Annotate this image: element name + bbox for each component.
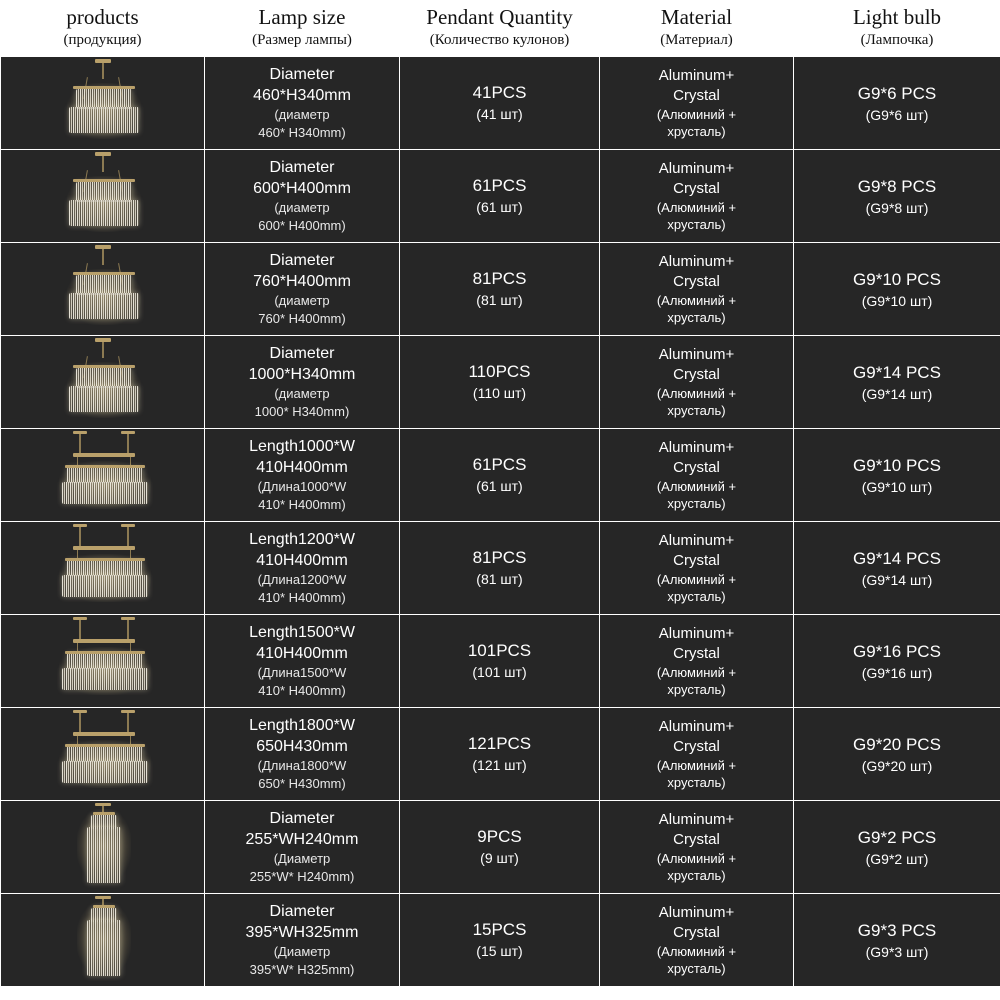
cell-material <box>600 615 794 708</box>
brass-ring <box>65 651 145 654</box>
material-line-ru: хрусталь) <box>667 682 726 697</box>
cell-material <box>600 429 794 522</box>
cell-product-image <box>1 243 205 336</box>
material-line: Aluminum+ <box>658 160 735 177</box>
header-sub-light-bulb: (Лампочка) <box>860 32 934 48</box>
cell-pendant-quantity <box>400 522 600 615</box>
product-image <box>1 801 204 893</box>
light-bulb-value: G9*3 PCS <box>857 920 937 940</box>
cell-lamp-size <box>205 150 400 243</box>
header-sub-material: (Материал) <box>660 32 733 48</box>
pendant-quantity-value-ru: (110 шт) <box>472 385 527 401</box>
crystal-tier-lower <box>69 293 139 319</box>
brass-ring <box>93 905 115 908</box>
ceiling-canopy-left <box>73 617 87 620</box>
crystal-tier-upper <box>76 89 132 109</box>
lamp-size-line: 650H430mm <box>256 738 348 755</box>
lamp-size-line: 395*WH325mm <box>245 924 359 941</box>
cell-pendant-quantity <box>400 894 600 987</box>
ceiling-canopy <box>95 59 111 63</box>
light-bulb-value-ru: (G9*16 шт) <box>861 664 933 681</box>
material-line: Aluminum+ <box>658 346 735 363</box>
suspension-cord-left <box>79 712 81 732</box>
lamp-size-line-ru: 255*W* H240mm) <box>249 869 355 884</box>
header-main-pendant-quantity: Pendant Quantity <box>426 5 573 29</box>
pendant-quantity-value-ru: (61 шт) <box>476 199 523 215</box>
lamp-size-line-ru: 600* H400mm) <box>258 218 346 233</box>
cell-light-bulb <box>794 243 1000 336</box>
table-row <box>1 615 1000 708</box>
table-row <box>1 336 1000 429</box>
material-line: Aluminum+ <box>658 811 735 828</box>
cell-light-bulb <box>794 615 1000 708</box>
material-line-ru: (Алюминий + <box>656 293 737 308</box>
light-bulb-value-ru: (G9*8 шт) <box>865 199 929 216</box>
lamp-size-line: 460*H340mm <box>253 87 351 104</box>
cell-lamp-size <box>205 522 400 615</box>
header-cell-pendant-quantity <box>400 0 600 57</box>
brass-ring <box>73 365 135 368</box>
header-main-lamp-size: Lamp size <box>258 5 346 29</box>
brass-frame-bar <box>73 453 135 457</box>
pendant-quantity-value-ru: (121 шт) <box>472 757 527 773</box>
round-crystal-chandelier-icon <box>43 245 163 333</box>
lamp-size-line: Length1000*W <box>249 438 355 455</box>
material-line-ru: (Алюминий + <box>656 665 737 680</box>
crystal-tier-lower <box>69 107 139 133</box>
material-line: Crystal <box>673 87 720 104</box>
crystal-tier-upper <box>76 368 132 388</box>
pendant-quantity-value: 61PCS <box>472 176 527 195</box>
lamp-size-line: Length1800*W <box>249 717 355 734</box>
pendant-quantity-value-ru: (9 шт) <box>480 850 519 866</box>
cell-lamp-size <box>205 615 400 708</box>
pendant-quantity-value: 41PCS <box>472 83 527 102</box>
table-row <box>1 243 1000 336</box>
material-line: Crystal <box>673 180 720 197</box>
suspension-cord-right <box>127 619 129 639</box>
cell-material <box>600 243 794 336</box>
table-row <box>1 429 1000 522</box>
brass-ring <box>65 744 145 747</box>
product-image <box>1 894 204 986</box>
material-line-ru: (Алюминий + <box>656 944 737 959</box>
cell-pendant-quantity <box>400 57 600 150</box>
material-line: Crystal <box>673 366 720 383</box>
light-bulb-value: G9*14 PCS <box>853 362 941 382</box>
material-line: Aluminum+ <box>658 718 735 735</box>
pendant-quantity-value: 15PCS <box>472 920 527 939</box>
light-bulb-value-ru: (G9*2 шт) <box>865 850 929 867</box>
material-line-ru: (Алюминий + <box>656 386 737 401</box>
header-main-products: products <box>66 5 139 29</box>
cell-material <box>600 708 794 801</box>
light-bulb-value: G9*16 PCS <box>853 641 941 661</box>
lamp-size-line-ru: 410* H400mm) <box>258 497 346 512</box>
header-sub-products: (продукция) <box>63 32 142 48</box>
ceiling-canopy <box>95 245 111 249</box>
cell-product-image <box>1 336 205 429</box>
cell-light-bulb <box>794 522 1000 615</box>
cell-lamp-size <box>205 57 400 150</box>
table-header <box>1 0 1000 57</box>
light-bulb-value-ru: (G9*20 шт) <box>861 757 933 774</box>
tall-cascade-chandelier-icon <box>43 803 163 891</box>
suspension-cord-left <box>79 433 81 453</box>
lamp-size-line-ru: 1000* H340mm) <box>254 404 350 419</box>
lamp-size-line: Length1200*W <box>249 531 355 548</box>
table-body <box>1 57 1000 987</box>
ceiling-canopy-left <box>73 431 87 434</box>
linear-crystal-chandelier-icon <box>43 710 163 798</box>
suspension-cord <box>102 61 104 79</box>
table-row <box>1 150 1000 243</box>
light-bulb-value-ru: (G9*10 шт) <box>861 478 933 495</box>
brass-ring <box>73 86 135 89</box>
lamp-size-line-ru: (Длина1000*W <box>257 479 347 494</box>
round-crystal-chandelier-icon <box>43 59 163 147</box>
table-row <box>1 57 1000 150</box>
lamp-size-line-ru: (диаметр <box>274 200 330 215</box>
light-bulb-value-ru: (G9*14 шт) <box>861 571 933 588</box>
crystal-tier-lower <box>69 386 139 412</box>
brass-ring <box>73 272 135 275</box>
suspension-cord-left <box>79 619 81 639</box>
header-sub-pendant-quantity: (Количество кулонов) <box>429 32 570 48</box>
ceiling-canopy-left <box>73 710 87 713</box>
lamp-size-line: Diameter <box>269 810 335 827</box>
lamp-size-line: Diameter <box>269 252 335 269</box>
material-line-ru: (Алюминий + <box>656 758 737 773</box>
cell-light-bulb <box>794 801 1000 894</box>
cell-pendant-quantity <box>400 429 600 522</box>
material-line-ru: (Алюминий + <box>656 200 737 215</box>
pendant-quantity-value-ru: (15 шт) <box>476 943 523 959</box>
ceiling-canopy <box>95 803 111 806</box>
product-image <box>1 429 204 521</box>
cell-pendant-quantity <box>400 336 600 429</box>
table-row <box>1 522 1000 615</box>
ceiling-canopy-right <box>121 431 135 434</box>
light-bulb-value: G9*6 PCS <box>857 83 937 103</box>
material-line: Aluminum+ <box>658 904 735 921</box>
round-crystal-chandelier-icon <box>43 152 163 240</box>
cell-product-image <box>1 150 205 243</box>
cell-light-bulb <box>794 336 1000 429</box>
lamp-size-line-ru: 410* H400mm) <box>258 590 346 605</box>
light-bulb-value-ru: (G9*3 шт) <box>865 943 929 960</box>
material-line: Crystal <box>673 552 720 569</box>
header-cell-lamp-size <box>205 0 400 57</box>
lamp-size-line: 255*WH240mm <box>245 831 359 848</box>
product-image <box>1 708 204 800</box>
lamp-size-line: 410H400mm <box>256 552 348 569</box>
material-line: Crystal <box>673 459 720 476</box>
header-cell-products <box>1 0 205 57</box>
brass-ring <box>73 179 135 182</box>
light-bulb-value-ru: (G9*14 шт) <box>861 385 933 402</box>
cell-lamp-size <box>205 336 400 429</box>
product-image <box>1 615 204 707</box>
cell-material <box>600 801 794 894</box>
crystal-tier-upper <box>67 746 143 762</box>
header-main-material: Material <box>660 5 733 29</box>
suspension-cord-left <box>79 526 81 546</box>
material-line-ru: хрусталь) <box>667 589 726 604</box>
pendant-quantity-value: 81PCS <box>472 269 527 288</box>
cell-lamp-size <box>205 894 400 987</box>
pendant-quantity-value: 9PCS <box>477 827 522 846</box>
header-row <box>1 0 1000 57</box>
crystal-tier-lower <box>62 668 148 690</box>
cell-material <box>600 894 794 987</box>
cell-lamp-size <box>205 429 400 522</box>
lamp-size-line-ru: 460* H340mm) <box>258 125 346 140</box>
material-line: Aluminum+ <box>658 253 735 270</box>
lamp-size-line-ru: (Диаметр <box>273 851 331 866</box>
product-image <box>1 57 204 149</box>
material-line-ru: (Алюминий + <box>656 851 737 866</box>
cell-product-image <box>1 429 205 522</box>
cell-light-bulb <box>794 429 1000 522</box>
light-bulb-value: G9*14 PCS <box>853 548 941 568</box>
table-row <box>1 894 1000 987</box>
ceiling-canopy <box>95 896 111 899</box>
light-bulb-value: G9*10 PCS <box>853 455 941 475</box>
lamp-size-line: Diameter <box>269 66 335 83</box>
brass-frame-bar <box>73 732 135 736</box>
cell-light-bulb <box>794 57 1000 150</box>
material-line: Aluminum+ <box>658 532 735 549</box>
cell-lamp-size <box>205 708 400 801</box>
cell-light-bulb <box>794 894 1000 987</box>
lamp-size-line-ru: (Диаметр <box>273 944 331 959</box>
material-line-ru: хрусталь) <box>667 961 726 976</box>
material-line: Crystal <box>673 645 720 662</box>
brass-frame-bar <box>73 546 135 550</box>
pendant-quantity-value-ru: (81 шт) <box>476 292 523 308</box>
ceiling-canopy <box>95 152 111 156</box>
brass-ring <box>65 558 145 561</box>
header-cell-light-bulb <box>794 0 1000 57</box>
material-line: Crystal <box>673 738 720 755</box>
suspension-cord <box>102 154 104 172</box>
ceiling-canopy-left <box>73 524 87 527</box>
cell-product-image <box>1 894 205 987</box>
lamp-size-line: Diameter <box>269 345 335 362</box>
light-bulb-value: G9*2 PCS <box>857 827 937 847</box>
crystal-tier-lower <box>62 575 148 597</box>
material-line: Crystal <box>673 924 720 941</box>
ceiling-canopy-right <box>121 617 135 620</box>
lamp-size-line-ru: 395*W* H325mm) <box>249 962 355 977</box>
crystal-tier-lower <box>69 200 139 226</box>
light-bulb-value: G9*8 PCS <box>857 176 937 196</box>
light-bulb-value-ru: (G9*10 шт) <box>861 292 933 309</box>
pendant-quantity-value-ru: (101 шт) <box>472 664 527 680</box>
ceiling-canopy-right <box>121 710 135 713</box>
cell-pendant-quantity <box>400 150 600 243</box>
cell-product-image <box>1 522 205 615</box>
cell-product-image <box>1 57 205 150</box>
brass-ring <box>65 465 145 468</box>
ceiling-canopy <box>95 338 111 342</box>
product-image <box>1 243 204 335</box>
suspension-cord-right <box>127 433 129 453</box>
suspension-cord-right <box>127 712 129 732</box>
suspension-cord-right <box>127 526 129 546</box>
lamp-size-line-ru: (диаметр <box>274 107 330 122</box>
linear-crystal-chandelier-icon <box>43 524 163 612</box>
cell-pendant-quantity <box>400 801 600 894</box>
pendant-quantity-value-ru: (41 шт) <box>476 106 523 122</box>
cell-product-image <box>1 801 205 894</box>
table-row <box>1 801 1000 894</box>
linear-crystal-chandelier-icon <box>43 431 163 519</box>
material-line: Crystal <box>673 273 720 290</box>
light-bulb-value: G9*10 PCS <box>853 269 941 289</box>
material-line-ru: хрусталь) <box>667 496 726 511</box>
brass-frame-bar <box>73 639 135 643</box>
cell-light-bulb <box>794 708 1000 801</box>
lamp-size-line-ru: (диаметр <box>274 386 330 401</box>
light-bulb-value: G9*20 PCS <box>853 734 941 754</box>
product-image <box>1 522 204 614</box>
tall-cascade-chandelier-icon <box>43 896 163 984</box>
lamp-size-line-ru: 410* H400mm) <box>258 683 346 698</box>
pendant-quantity-value-ru: (61 шт) <box>476 478 523 494</box>
crystal-tier-upper <box>76 182 132 202</box>
cell-lamp-size <box>205 243 400 336</box>
crystal-tier-upper <box>67 467 143 483</box>
suspension-cord <box>102 247 104 265</box>
lamp-size-line: 600*H400mm <box>253 180 351 197</box>
material-line-ru: хрусталь) <box>667 775 726 790</box>
material-line: Aluminum+ <box>658 439 735 456</box>
crystal-tier-upper <box>67 653 143 669</box>
lamp-size-line: Length1500*W <box>249 624 355 641</box>
material-line-ru: хрусталь) <box>667 217 726 232</box>
material-line-ru: (Алюминий + <box>656 107 737 122</box>
lamp-size-line-ru: 650* H430mm) <box>258 776 346 791</box>
material-line-ru: хрусталь) <box>667 124 726 139</box>
pendant-quantity-value: 101PCS <box>467 641 532 660</box>
lamp-size-line-ru: (Длина1800*W <box>257 758 347 773</box>
pendant-quantity-value-ru: (81 шт) <box>476 571 523 587</box>
cell-pendant-quantity <box>400 615 600 708</box>
lamp-size-line: 410H400mm <box>256 459 348 476</box>
round-crystal-chandelier-icon <box>43 338 163 426</box>
cell-product-image <box>1 708 205 801</box>
product-image <box>1 150 204 242</box>
pendant-quantity-value: 121PCS <box>467 734 532 753</box>
material-line-ru: (Алюминий + <box>656 572 737 587</box>
linear-crystal-chandelier-icon <box>43 617 163 705</box>
lamp-size-line-ru: (Длина1500*W <box>257 665 347 680</box>
suspension-cord <box>102 340 104 358</box>
cell-product-image <box>1 615 205 708</box>
material-line-ru: хрусталь) <box>667 310 726 325</box>
cell-pendant-quantity <box>400 708 600 801</box>
material-line-ru: хрусталь) <box>667 868 726 883</box>
lamp-size-line-ru: 760* H400mm) <box>258 311 346 326</box>
cell-material <box>600 150 794 243</box>
crystal-tier-upper <box>76 275 132 295</box>
crystal-cascade <box>87 920 121 976</box>
header-sub-lamp-size: (Размер лампы) <box>252 32 352 48</box>
pendant-quantity-value: 110PCS <box>468 362 531 381</box>
table-row <box>1 708 1000 801</box>
crystal-tier-lower <box>62 761 148 783</box>
lamp-size-line: Diameter <box>269 903 335 920</box>
pendant-quantity-value: 61PCS <box>472 455 527 474</box>
lamp-size-line-ru: (диаметр <box>274 293 330 308</box>
lamp-size-line-ru: (Длина1200*W <box>257 572 347 587</box>
lamp-size-line: 410H400mm <box>256 645 348 662</box>
ceiling-canopy-right <box>121 524 135 527</box>
header-main-light-bulb: Light bulb <box>852 5 942 29</box>
lamp-size-line: 1000*H340mm <box>248 366 356 383</box>
header-cell-material <box>600 0 794 57</box>
light-bulb-value-ru: (G9*6 шт) <box>865 106 929 123</box>
lamp-size-line: 760*H400mm <box>253 273 351 290</box>
cell-material <box>600 57 794 150</box>
cell-pendant-quantity <box>400 243 600 336</box>
brass-ring <box>93 812 115 815</box>
product-image <box>1 336 204 428</box>
crystal-tier-upper <box>67 560 143 576</box>
material-line: Aluminum+ <box>658 625 735 642</box>
cell-material <box>600 336 794 429</box>
material-line-ru: (Алюминий + <box>656 479 737 494</box>
material-line: Crystal <box>673 831 720 848</box>
cell-lamp-size <box>205 801 400 894</box>
lamp-size-line: Diameter <box>269 159 335 176</box>
cell-light-bulb <box>794 150 1000 243</box>
crystal-cascade <box>87 827 121 883</box>
pendant-quantity-value: 81PCS <box>472 548 527 567</box>
material-line: Aluminum+ <box>658 67 735 84</box>
crystal-tier-lower <box>62 482 148 504</box>
material-line-ru: хрусталь) <box>667 403 726 418</box>
cell-material <box>600 522 794 615</box>
